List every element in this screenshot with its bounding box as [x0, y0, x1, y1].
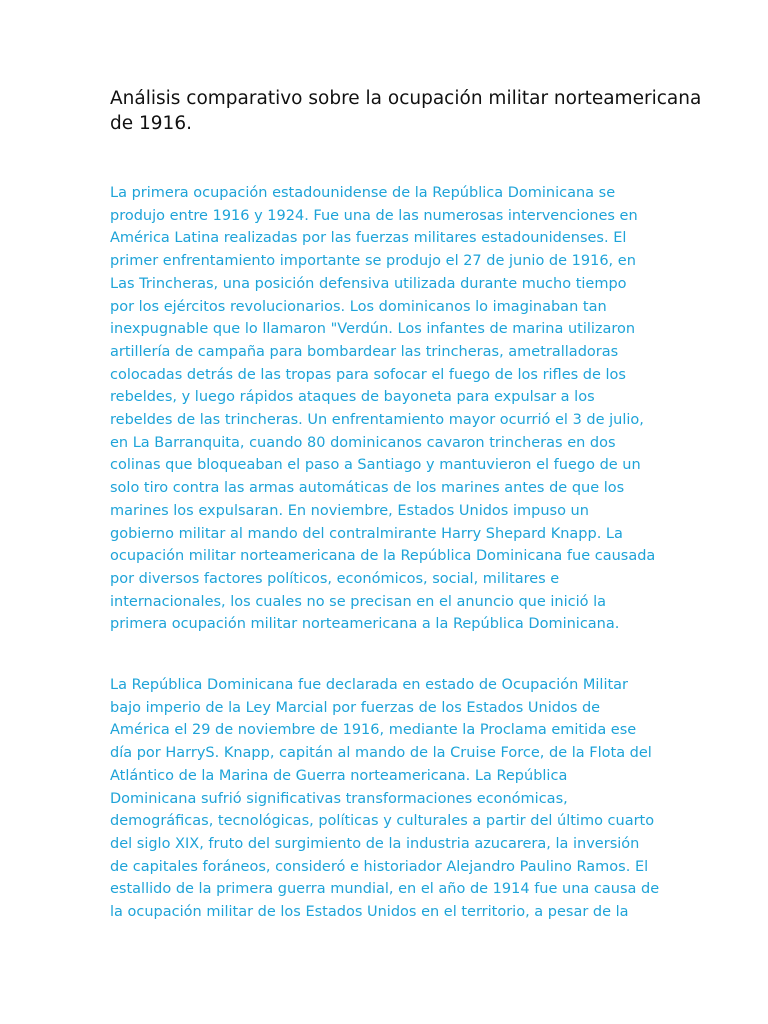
paragraph-line: América el 29 de noviembre de 1916, mediante la Proclama emitida ese [110, 722, 637, 739]
paragraph-line: marines los expulsaran. En noviembre, Estados Unidos impuso un [110, 502, 589, 519]
paragraph-line: de capitales foráneos, consideró e historiador Alejandro Paulino Ramos. El [110, 858, 649, 875]
paragraph-line: artillería de campaña para bombardear las trincheras, ametralladoras [110, 343, 619, 360]
paragraph-line: gobierno militar al mando del contralmirante Harry Shepard Knapp. La [110, 525, 623, 542]
paragraph-line: día por HarryS. Knapp, capitán al mando de la Cruise Force, de la Flota del [110, 745, 652, 762]
paragraph-line: rebeldes de las trincheras. Un enfrentamiento mayor ocurrió el 3 de julio, [110, 412, 644, 429]
paragraph-line: Atlántico de la Marina de Guerra norteamericana. La República [110, 767, 568, 784]
paragraph-line: bajo imperio de la Ley Marcial por fuerzas de los Estados Unidos de [110, 699, 601, 716]
paragraph-line: Dominicana sufrió significativas transformaciones económicas, [110, 790, 568, 807]
paragraph-line: produjo entre 1916 y 1924. Fue una de las numerosas intervenciones en [110, 207, 638, 224]
paragraph-martial-law [110, 674, 658, 924]
paragraph-line: solo tiro contra las armas automáticas de los marines antes de que los [110, 480, 625, 497]
paragraph-line: La República Dominicana fue declarada en estado de Ocupación Militar [110, 677, 629, 693]
paragraph-line: internacionales, los cuales no se precisan en el anuncio que inició la [110, 593, 607, 610]
paragraph-line: por diversos factores políticos, económicos, social, militares e [110, 570, 560, 587]
paragraph-line: colinas que bloqueaban el paso a Santiago y mantuvieron el fuego de un [110, 457, 641, 474]
document-title [110, 86, 702, 136]
paragraph-line: la ocupación militar de los Estados Unidos en el territorio, a pesar de la [110, 904, 629, 921]
paragraph-line: rebeldes, y luego rápidos ataques de bayoneta para expulsar a los [110, 389, 595, 406]
paragraph-line: colocadas detrás de las tropas para sofocar el fuego de los rifles de los [110, 366, 626, 383]
paragraph-line: La primera ocupación estadounidense de la República Dominicana se [110, 185, 616, 201]
paragraph-first-occupation [110, 182, 658, 636]
paragraph-line: por los ejércitos revolucionarios. Los dominicanos lo imaginaban tan [110, 298, 607, 315]
paragraph-line: primer enfrentamiento importante se produjo el 27 de junio de 1916, en [110, 253, 636, 270]
paragraph-line: en La Barranquita, cuando 80 dominicanos cavaron trincheras en dos [110, 434, 616, 451]
paragraph-line: Las Trincheras, una posición defensiva utilizada durante mucho tiempo [110, 275, 627, 292]
paragraph-line: demográficas, tecnológicas, políticas y culturales a partir del último cuarto [110, 813, 655, 830]
title-line: de 1916. [110, 113, 192, 134]
paragraph-line: primera ocupación militar norteamericana a la República Dominicana. [110, 616, 620, 633]
paragraph-line: América Latina realizadas por las fuerzas militares estadounidenses. El [110, 230, 627, 247]
title-line: Análisis comparativo sobre la ocupación militar norteamericana [110, 88, 702, 109]
paragraph-line: del siglo XIX, fruto del surgimiento de la industria azucarera, la inversión [110, 835, 640, 852]
paragraph-line: inexpugnable que lo llamaron "Verdún. Los infantes de marina utilizaron [110, 321, 636, 338]
paragraph-line: estallido de la primera guerra mundial, en el año de 1914 fue una causa de [110, 881, 660, 898]
paragraph-line: ocupación militar norteamericana de la República Dominicana fue causada [110, 548, 656, 565]
